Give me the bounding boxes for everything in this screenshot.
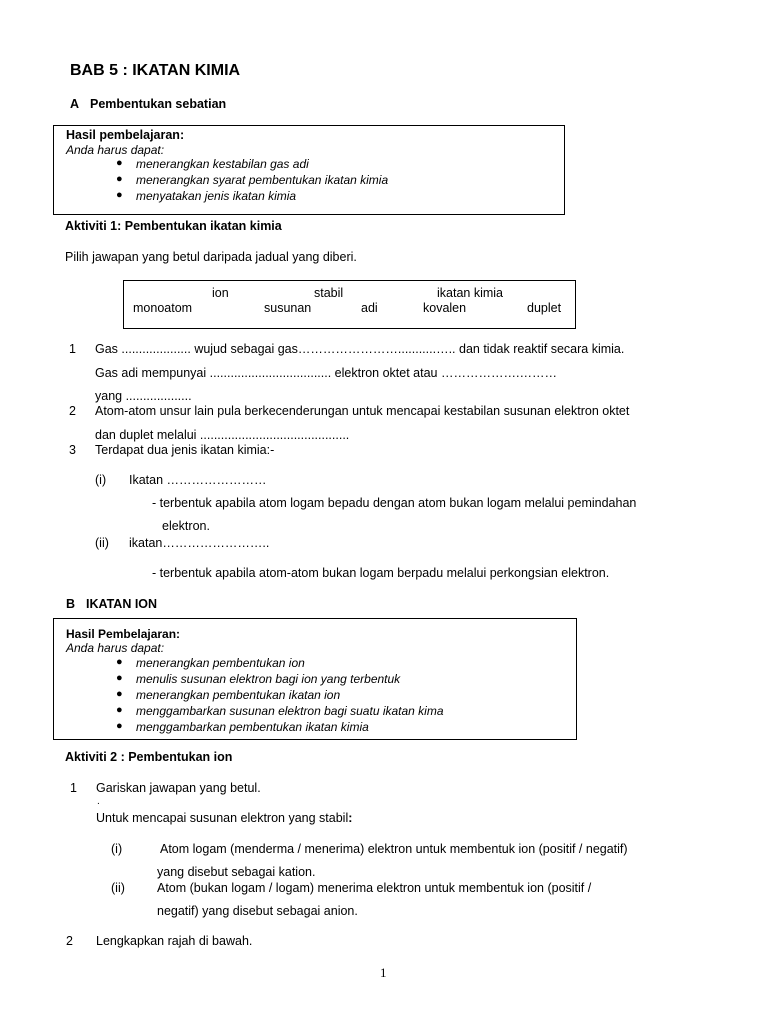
- bullet-icon: ●: [116, 173, 123, 185]
- sub-question-desc: elektron.: [162, 519, 210, 533]
- activity-1-heading: Aktiviti 1: Pembentukan ikatan kimia: [65, 219, 282, 233]
- sub-question-label: (ii): [111, 881, 125, 895]
- question-text-main: Untuk mencapai susunan elektron yang stabil: [96, 811, 349, 825]
- sub-question-text: ikatan……………………..: [129, 536, 270, 550]
- learning-outcome-box-b: [53, 618, 577, 740]
- activity-2-heading: Aktiviti 2 : Pembentukan ion: [65, 750, 233, 764]
- box-b-heading: Hasil Pembelajaran:: [66, 627, 181, 641]
- sub-question-label: (i): [111, 842, 123, 856]
- sub-question-desc: - terbentuk apabila atom-atom bukan logam berpadu melalui perkongsian elektron.: [152, 566, 610, 580]
- bullet-icon: ●: [116, 720, 123, 732]
- bullet-icon: ●: [116, 672, 123, 684]
- word-bank-box: [123, 280, 576, 329]
- question-number: 1: [69, 342, 76, 356]
- question-text-colon: :: [348, 811, 353, 825]
- question-text: Terdapat dua jenis ikatan kimia:-: [95, 443, 275, 457]
- question-text: [96, 811, 352, 825]
- question-number: 1: [70, 781, 77, 795]
- bullet-icon: ●: [116, 688, 123, 700]
- word-bank-word: adi: [361, 301, 378, 315]
- question-text: Lengkapkan rajah di bawah.: [96, 934, 253, 948]
- word-bank-word: duplet: [527, 301, 562, 315]
- bullet-icon: ●: [116, 189, 123, 201]
- question-text: Gas .................... wujud sebagai gas……………………...........….. dan tidak reaktif secara kimia.: [95, 342, 625, 356]
- question-text: yang ...................: [95, 389, 192, 403]
- sub-question-desc: - terbentuk apabila atom logam bepadu dengan atom bukan logam melalui pemindahan: [152, 496, 637, 510]
- box-b-item: menggambarkan pembentukan ikatan kimia: [136, 720, 369, 734]
- question-number: 2: [66, 934, 73, 948]
- question-text: Gas adi mempunyai ................................... elektron oktet atau ……………….………: [95, 366, 557, 380]
- box-b-subheading: Anda harus dapat:: [66, 641, 165, 655]
- word-bank-word: monoatom: [133, 301, 193, 315]
- box-a-item: menerangkan syarat pembentukan ikatan kimia: [136, 173, 389, 187]
- sub-question-label: (i): [95, 473, 107, 487]
- page-number: 1: [380, 965, 387, 980]
- learning-outcome-box-a: [53, 125, 565, 215]
- sub-question-text: Atom logam (menderma / menerima) elektron untuk membentuk ion (positif / negatif): [160, 842, 628, 856]
- word-bank-word: stabil: [314, 286, 344, 300]
- bullet-icon: ●: [116, 704, 123, 716]
- box-b-item: menerangkan pembentukan ikatan ion: [136, 688, 341, 702]
- section-b-letter: B: [66, 597, 76, 611]
- question-text: Atom-atom unsur lain pula berkecenderungan untuk mencapai kestabilan susunan elektron oktet: [95, 404, 630, 418]
- stray-dot: .: [97, 796, 100, 807]
- box-a-item: menerangkan kestabilan gas adi: [136, 157, 309, 171]
- activity-1-instruction: Pilih jawapan yang betul daripada jadual yang diberi.: [65, 250, 357, 264]
- section-b-heading: IKATAN ION: [86, 597, 158, 611]
- box-b-item: menggambarkan susunan elektron bagi suatu ikatan kima: [136, 704, 444, 718]
- question-number: 2: [69, 404, 76, 418]
- sub-question-text: Ikatan ……………………: [129, 473, 267, 487]
- question-text: Gariskan jawapan yang betul.: [96, 781, 261, 795]
- word-bank-word: ion: [212, 286, 229, 300]
- bullet-icon: ●: [116, 656, 123, 668]
- section-a-heading: Pembentukan sebatian: [90, 97, 227, 111]
- box-a-item: menyatakan jenis ikatan kimia: [136, 189, 297, 203]
- sub-question-text: yang disebut sebagai kation.: [157, 865, 316, 879]
- box-a-subheading: Anda harus dapat:: [66, 143, 165, 157]
- page-title: BAB 5 : IKATAN KIMIA: [70, 62, 241, 79]
- question-number: 3: [69, 443, 76, 457]
- sub-question-text: Atom (bukan logam / logam) menerima elektron untuk membentuk ion (positif /: [157, 881, 592, 895]
- sub-question-label: (ii): [95, 536, 109, 550]
- question-text: dan duplet melalui ...........................................: [95, 428, 350, 442]
- box-b-item: menerangkan pembentukan ion: [136, 656, 305, 670]
- word-bank-word: kovalen: [423, 301, 467, 315]
- bullet-icon: ●: [116, 157, 123, 169]
- box-b-item: menulis susunan elektron bagi ion yang terbentuk: [136, 672, 401, 686]
- box-a-heading: Hasil pembelajaran:: [66, 128, 185, 142]
- sub-question-text: negatif) yang disebut sebagai anion.: [157, 904, 358, 918]
- word-bank-word: susunan: [264, 301, 312, 315]
- section-a-letter: A: [70, 97, 80, 111]
- word-bank-word: ikatan kimia: [437, 286, 503, 300]
